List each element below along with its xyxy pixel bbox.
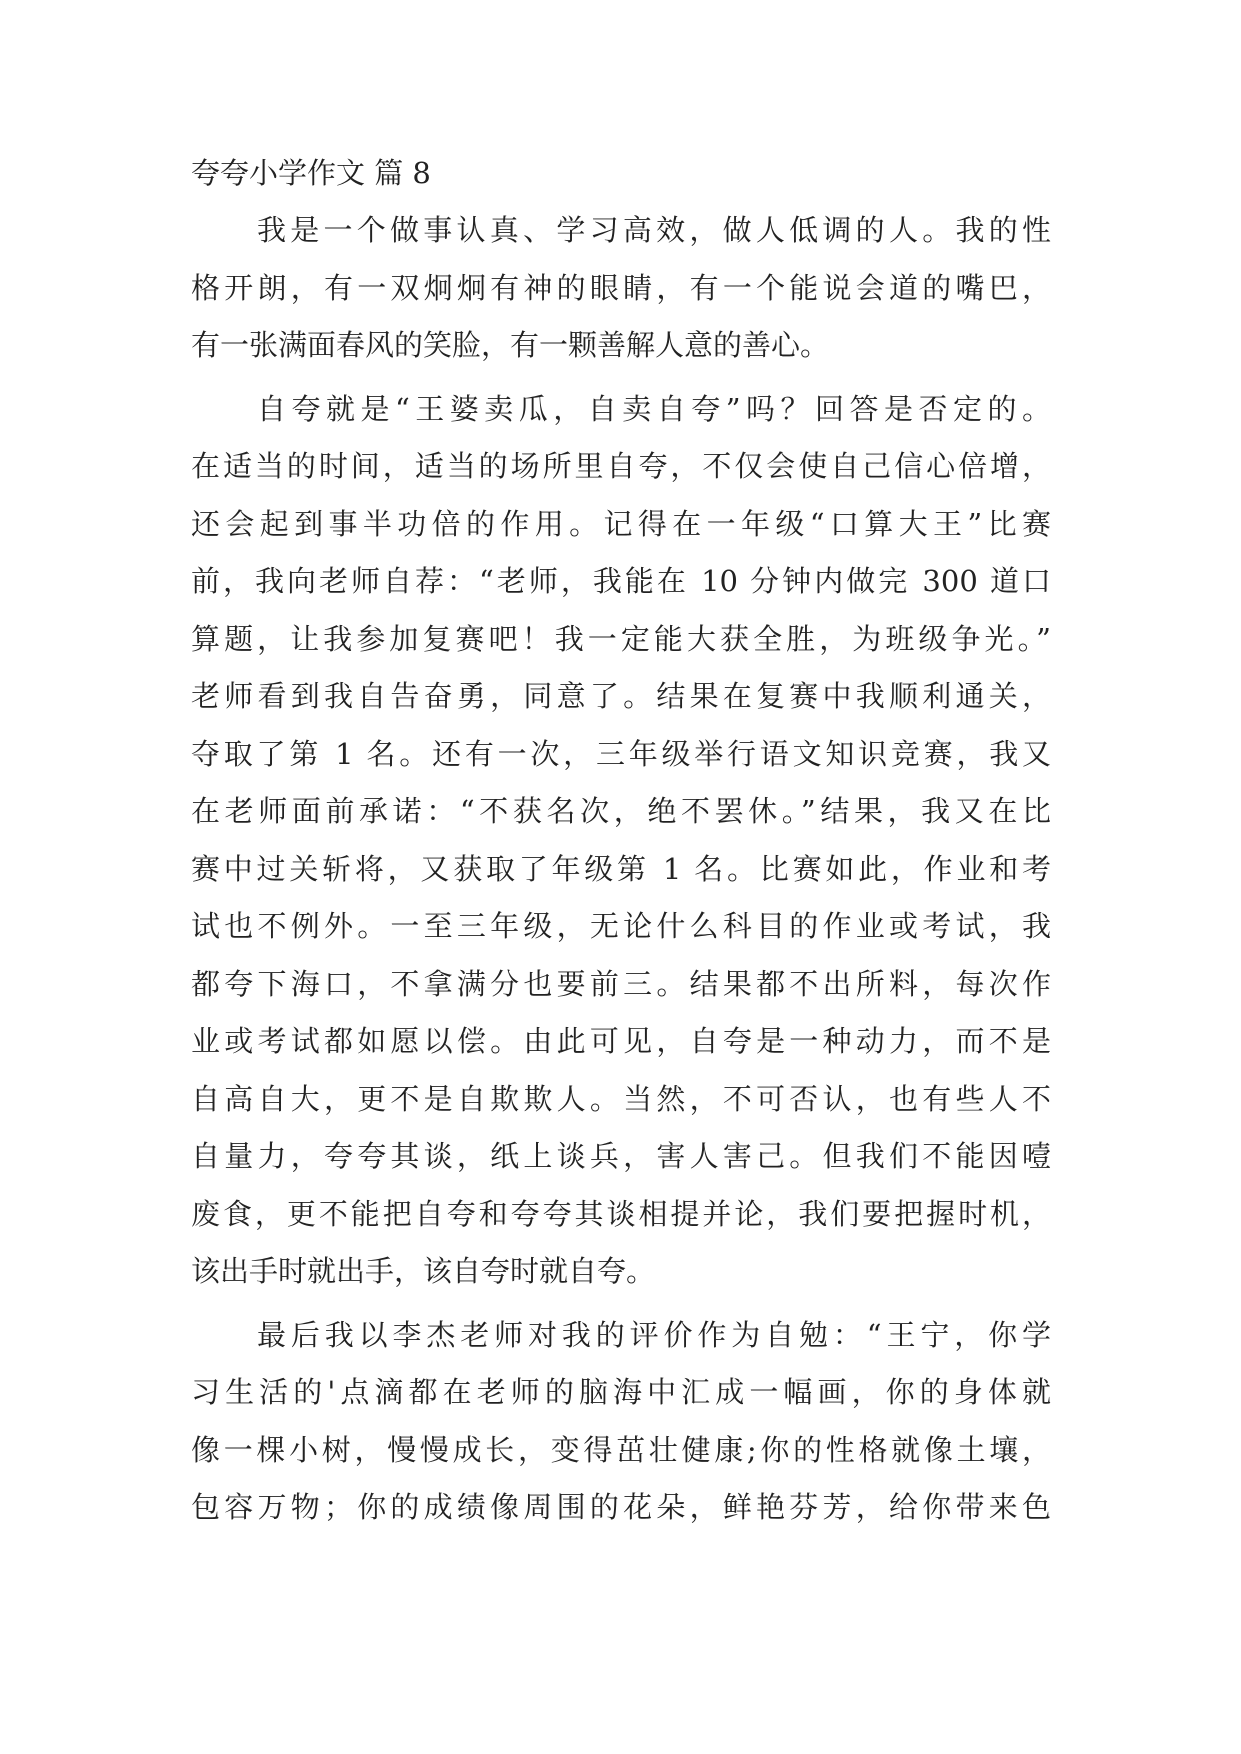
text-line: 有一张满面春风的笑脸，有一颗善解人意的善心。 — [191, 328, 830, 362]
text-line: 业或考试都如愿以偿。由此可见，自夸是一种动力，而不是 — [191, 1024, 1051, 1058]
paragraph-1 — [191, 202, 1051, 375]
text-line: 算题，让我参加复赛吧！我一定能大获全胜，为班级争光。” — [191, 621, 1051, 656]
text-line: 都夸下海口，不拿满分也要前三。结果都不出所料，每次作 — [191, 966, 1051, 1001]
text-line: 在老师面前承诺：“不获名次，绝不罢休。”结果，我又在比 — [191, 794, 1051, 828]
text-line: 试也不例外。一至三年级，无论什么科目的作业或考试，我 — [191, 909, 1051, 943]
text-line: 像一棵小树，慢慢成长，变得茁壮健康;你的性格就像土壤， — [191, 1432, 1051, 1467]
text-line: 自夸就是“王婆卖瓜，自卖自夸”吗？回答是否定的。 — [257, 391, 1051, 426]
text-line: 还会起到事半功倍的作用。记得在一年级“口算大王”比赛 — [191, 506, 1051, 541]
text-line: 自高自大，更不是自欺欺人。当然，不可否认，也有些人不 — [191, 1081, 1051, 1116]
document-title: 夸夸小学作文 篇 8 — [191, 156, 431, 190]
text-line: 该出手时就出手，该自夸时就自夸。 — [191, 1254, 656, 1288]
text-line: 在适当的时间，适当的场所里自夸，不仅会使自己信心倍增， — [191, 449, 1051, 483]
text-line: 老师看到我自告奋勇，同意了。结果在复赛中我顺利通关， — [191, 679, 1051, 713]
paragraph-2 — [191, 381, 1051, 1301]
document-page — [191, 150, 1051, 1537]
text-line: 格开朗，有一双炯炯有神的眼睛，有一个能说会道的嘴巴， — [191, 270, 1051, 305]
text-line: 习生活的'点滴都在老师的脑海中汇成一幅画，你的身体就 — [191, 1375, 1051, 1409]
text-line: 前，我向老师自荐：“老师，我能在 10 分钟内做完 300 道口 — [191, 564, 1051, 598]
text-line: 夺取了第 1 名。还有一次，三年级举行语文知识竞赛，我又 — [191, 736, 1051, 771]
text-line: 赛中过关斩将，又获取了年级第 1 名。比赛如此，作业和考 — [191, 851, 1051, 886]
text-line: 自量力，夸夸其谈，纸上谈兵，害人害己。但我们不能因噎 — [191, 1139, 1051, 1173]
text-line: 包容万物；你的成绩像周围的花朵，鲜艳芬芳，给你带来色 — [191, 1490, 1051, 1524]
text-line: 我是一个做事认真、学习高效，做人低调的人。我的性 — [257, 213, 1051, 247]
text-line: 废食，更不能把自夸和夸夸其谈相提并论，我们要把握时机， — [191, 1196, 1051, 1231]
paragraph-3 — [191, 1307, 1051, 1537]
text-line: 最后我以李杰老师对我的评价作为自勉：“王宁，你学 — [257, 1317, 1051, 1352]
